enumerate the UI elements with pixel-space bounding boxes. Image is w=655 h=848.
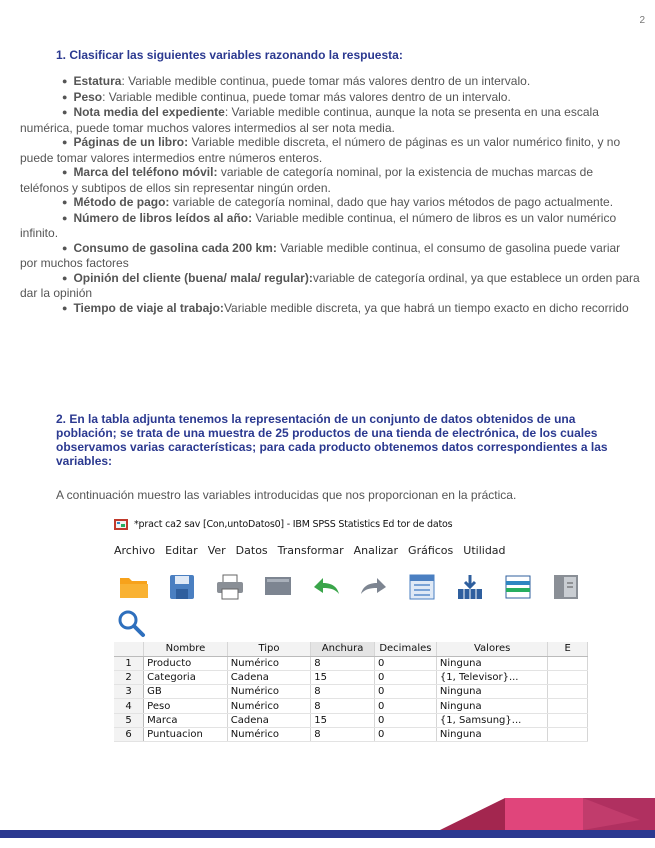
cell-nombre[interactable]: Puntuacion [144,727,228,741]
goto-variable-icon[interactable] [454,571,486,603]
menu-utilidades[interactable]: Utilidad [463,544,506,557]
redo-icon[interactable] [358,571,390,603]
list-item: ● Peso: Variable medible continua, puede tomar más valores dentro de un intervalo. [62,89,511,104]
cell-etiqueta[interactable] [548,670,588,684]
column-header-rownum [114,642,144,656]
table-row[interactable] [114,685,588,699]
cell-decimales[interactable]: 0 [374,727,436,741]
section2-intro: A continuación muestro las variables introducidas que nos proporcionan en la práctica. [56,488,517,502]
table-row[interactable] [114,670,588,684]
cell-valores[interactable]: {1, Samsung}... [436,713,548,727]
cell-decimales[interactable]: 0 [374,670,436,684]
bullet-icon: ● [62,272,68,283]
cell-tipo[interactable]: Cadena [227,670,310,684]
list-item: ● Páginas de un libro: Variable medible discreta, el número de páginas es un valor numérico finito, y no puede tomar valores intermedios entre números enteros. [20,135,621,165]
spss-app-icon [114,517,128,531]
cell-valores[interactable]: Ninguna [436,656,548,670]
list-item: ● Nota media del expediente: Variable medible continua, aunque la nota se presenta en una escala numérica, puede tomar muchos valores intermedios al ser nota media. [20,105,599,135]
cell-valores[interactable]: Ninguna [436,685,548,699]
list-item: ● Tiempo de viaje al trabajo:Variable medible discreta, ya que habrá un tiempo exacto en dicho recorrido [62,300,629,315]
cell-anchura[interactable]: 8 [311,727,375,741]
cell-etiqueta[interactable] [548,713,588,727]
open-folder-icon[interactable] [118,571,150,603]
cell-etiqueta[interactable] [548,699,588,713]
cell-tipo[interactable]: Numérico [227,727,310,741]
menu-ver[interactable]: Ver [207,544,226,557]
find-icon[interactable] [116,608,146,638]
column-header-tipo[interactable]: Tipo [227,642,310,656]
table-row[interactable] [114,656,588,670]
save-icon[interactable] [166,571,198,603]
cell-etiqueta[interactable] [548,727,588,741]
bullet-icon: ● [62,212,68,223]
cell-valores[interactable]: {1, Televisor}... [436,670,548,684]
row-number: 1 [114,656,144,670]
page-number: 2 [639,15,645,26]
bullet-icon: ● [62,167,68,177]
menu-editar[interactable]: Editar [165,544,198,557]
row-number: 2 [114,670,144,684]
menu-graficos[interactable]: Gráficos [408,544,454,557]
cell-anchura[interactable]: 8 [311,685,375,699]
menu-datos[interactable]: Datos [235,544,268,557]
cell-tipo[interactable]: Numérico [227,699,310,713]
menu-transformar[interactable]: Transformar [277,544,344,557]
cell-tipo[interactable]: Numérico [227,656,310,670]
table-row[interactable] [114,713,588,727]
cell-etiqueta[interactable] [548,656,588,670]
goto-case-icon[interactable] [406,571,438,603]
cell-decimales[interactable]: 0 [374,685,436,699]
bullet-icon: ● [62,137,68,147]
spss-screenshot [112,512,588,770]
menu-archivo[interactable]: Archivo [114,544,156,557]
list-item: ● Estatura: Variable medible continua, puede tomar más valores dentro de un intervalo. [62,74,531,88]
spss-toolbar [118,567,582,607]
table-header-row [114,642,588,656]
undo-icon[interactable] [310,571,342,603]
cell-valores[interactable]: Ninguna [436,699,548,713]
cell-tipo[interactable]: Cadena [227,713,310,727]
column-header-decimales[interactable]: Decimales [374,642,436,656]
column-header-etiqueta[interactable]: E [548,642,588,656]
spss-title-bar [114,515,452,533]
menu-analizar[interactable]: Analizar [353,544,399,557]
section1-heading: 1. Clasificar las siguientes variables razonando la respuesta: [56,48,403,62]
table-row[interactable] [114,727,588,741]
cell-anchura[interactable]: 8 [311,656,375,670]
section2-heading: 2. En la tabla adjunta tenemos la representación de un conjunto de datos obtenidos de una población; se trata de una muestra de 25 productos de una tienda de electrónica, de los cuales observamos varias características; para cada producto obtenemos datos correspondientes a las variables: [56,412,608,468]
bullet-icon: ● [62,197,68,207]
dialog-recall-icon[interactable] [262,571,294,603]
cell-nombre[interactable]: Categoria [144,670,228,684]
row-number: 6 [114,727,144,741]
footer-decoration [0,790,655,848]
cell-decimales[interactable]: 0 [374,713,436,727]
cell-nombre[interactable]: Marca [144,713,228,727]
spss-title-text: *pract ca2 sav [Con,untoDatos0] - IBM SPSS Statistics Ed tor de datos [134,518,453,530]
list-item: ● Número de libros leídos al año: Variable medible continua, el número de libros es un valor numérico infinito. [20,210,617,240]
spss-menu-bar [114,544,506,562]
column-header-valores[interactable]: Valores [436,642,548,656]
bullet-icon: ● [62,91,68,102]
list-item: ● Opinión del cliente (buena/ mala/ regular):variable de categoría ordinal, ya que establece un orden para dar la opinión [20,270,640,300]
cell-anchura[interactable]: 8 [311,699,375,713]
row-number: 5 [114,713,144,727]
table-row[interactable] [114,699,588,713]
row-number: 4 [114,699,144,713]
cell-nombre[interactable]: GB [144,685,228,699]
column-header-anchura[interactable]: Anchura [311,642,375,656]
cell-tipo[interactable]: Numérico [227,685,310,699]
cell-nombre[interactable]: Producto [144,656,228,670]
variables-icon[interactable] [502,571,534,603]
cell-anchura[interactable]: 15 [311,670,375,684]
bullet-icon: ● [62,76,68,86]
bullet-icon: ● [62,302,68,313]
split-file-icon[interactable] [550,571,582,603]
cell-decimales[interactable]: 0 [374,699,436,713]
column-header-nombre[interactable]: Nombre [144,642,228,656]
row-number: 3 [114,685,144,699]
cell-valores[interactable]: Ninguna [436,727,548,741]
footer-dark-triangle [440,798,505,830]
footer-navy-bar [0,830,655,838]
list-item: ● Consumo de gasolina cada 200 km: Variable medible continua, el consumo de gasolina puede variar por muchos factores [20,240,621,270]
cell-etiqueta[interactable] [548,685,588,699]
print-icon[interactable] [214,571,246,603]
cell-anchura[interactable]: 15 [311,713,375,727]
variable-view-table [114,642,588,742]
cell-decimales[interactable]: 0 [374,656,436,670]
footer-pink-block [505,798,583,830]
list-item: ● Marca del teléfono móvil: variable de categoría nominal, por la existencia de muchas marcas de teléfonos y subtipos de ellos sin representar ningún orden. [20,165,594,195]
cell-nombre[interactable]: Peso [144,699,228,713]
variable-list [20,74,640,316]
list-item: ● Método de pago: variable de categoría nominal, dado que hay varios métodos de pago actualmente. [62,195,614,209]
bullet-icon: ● [62,107,68,117]
bullet-icon: ● [62,242,68,253]
